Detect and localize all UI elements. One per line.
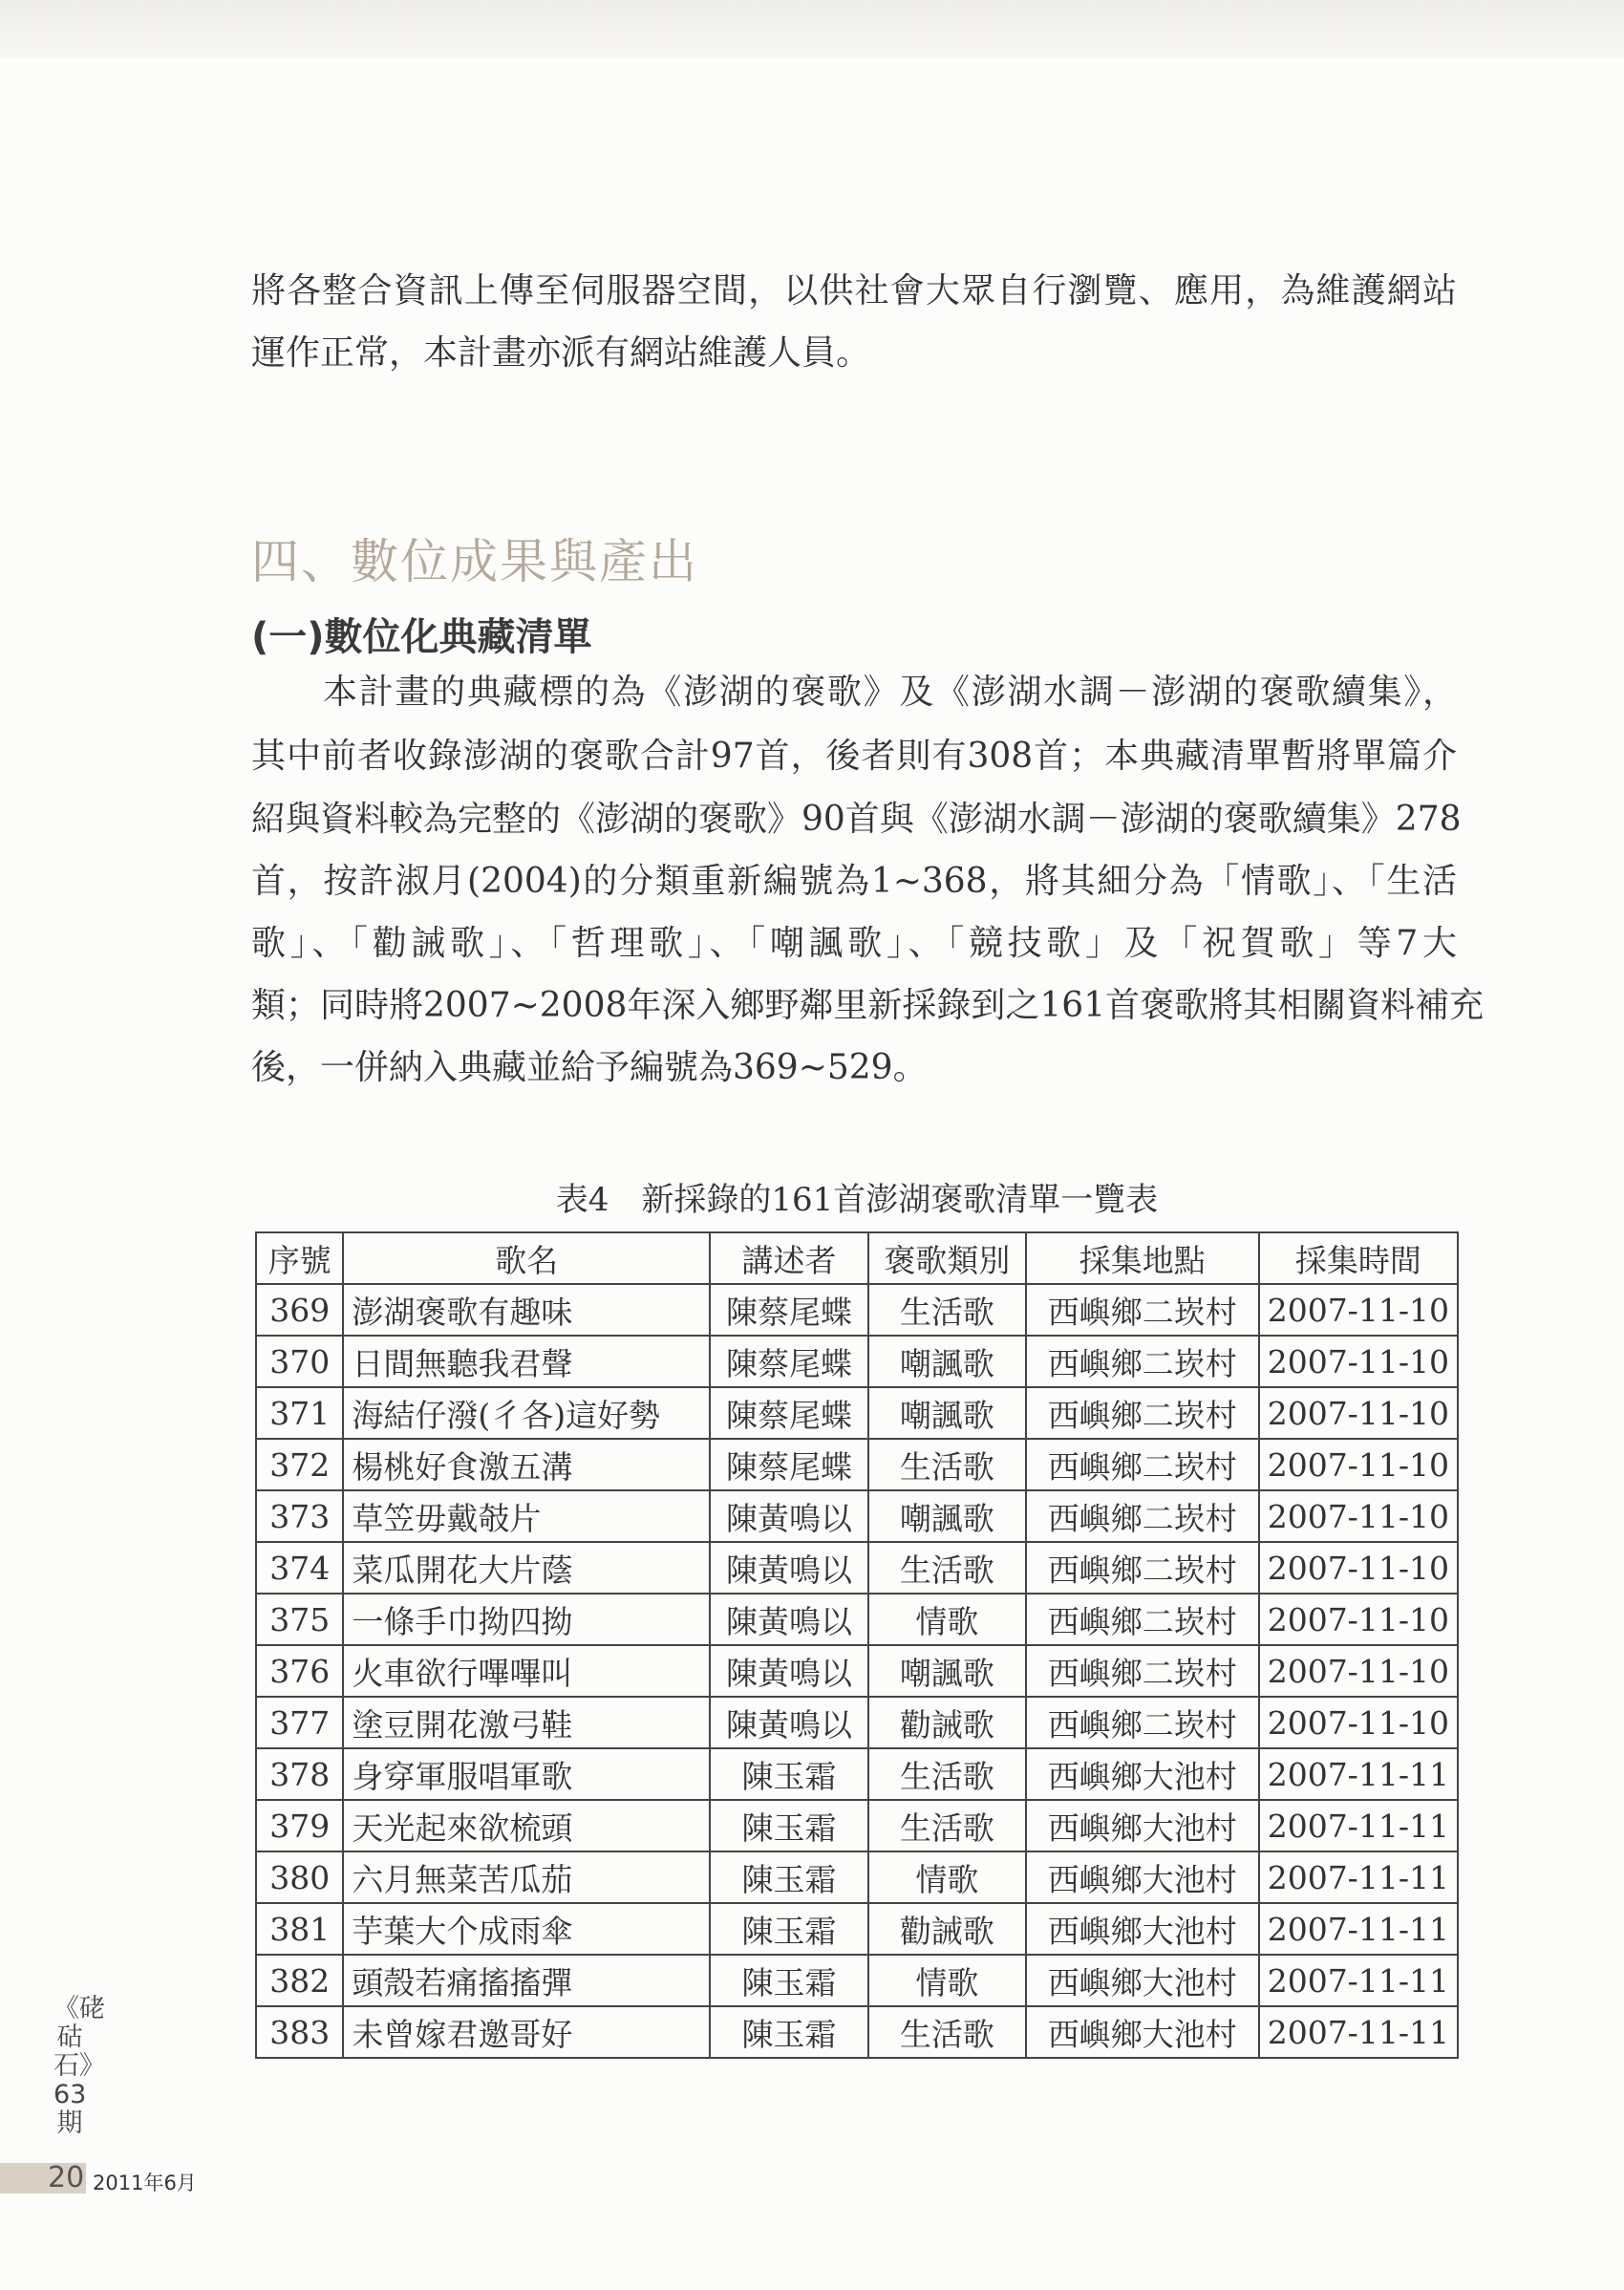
table-row — [256, 1851, 1458, 1903]
table-row — [256, 2006, 1458, 2058]
table-row — [256, 1697, 1458, 1748]
cell-narrator: 陳黃鳴以 — [710, 1542, 868, 1594]
cell-date: 2007-11-10 — [1259, 1284, 1458, 1336]
issue-date: 2011年6月 — [93, 2172, 197, 2194]
cell-number: 373 — [256, 1490, 343, 1542]
table-row — [256, 1439, 1458, 1490]
cell-song-name: 火車欲行嗶嗶叫 — [343, 1645, 710, 1697]
cell-number: 375 — [256, 1594, 343, 1645]
cell-date: 2007-11-11 — [1259, 1851, 1458, 1903]
cell-category: 情歌 — [868, 1851, 1026, 1903]
table-row — [256, 1387, 1458, 1439]
cell-number: 371 — [256, 1387, 343, 1439]
cell-date: 2007-11-10 — [1259, 1645, 1458, 1697]
table-row — [256, 1645, 1458, 1697]
cell-song-name: 楊桃好食激五溝 — [343, 1439, 710, 1490]
cell-date: 2007-11-11 — [1259, 1903, 1458, 1955]
cell-narrator: 陳黃鳴以 — [710, 1594, 868, 1645]
cell-song-name: 天光起來欲梳頭 — [343, 1800, 710, 1851]
cell-narrator: 陳玉霜 — [710, 1800, 868, 1851]
cell-location: 西嶼鄉二崁村 — [1026, 1336, 1259, 1387]
cell-category: 生活歌 — [868, 1748, 1026, 1800]
cell-category: 情歌 — [868, 1955, 1026, 2006]
table-row — [256, 1594, 1458, 1645]
cell-narrator: 陳黃鳴以 — [710, 1697, 868, 1748]
table-row — [256, 1903, 1458, 1955]
cell-song-name: 一條手巾拗四拗 — [343, 1594, 710, 1645]
text-line: 將各整合資訊上傳至伺服器空間，以供社會大眾自行瀏覽、應用，為維護網站 — [251, 271, 1457, 310]
table-row — [256, 1336, 1458, 1387]
cell-song-name: 身穿軍服唱軍歌 — [343, 1748, 710, 1800]
cell-location: 西嶼鄉二崁村 — [1026, 1645, 1259, 1697]
cell-number: 372 — [256, 1439, 343, 1490]
cell-number: 374 — [256, 1542, 343, 1594]
cell-category: 生活歌 — [868, 1439, 1026, 1490]
cell-date: 2007-11-10 — [1259, 1697, 1458, 1748]
cell-location: 西嶼鄉大池村 — [1026, 1955, 1259, 2006]
column-header: 歌名 — [343, 1232, 710, 1284]
cell-location: 西嶼鄉二崁村 — [1026, 1284, 1259, 1336]
cell-location: 西嶼鄉大池村 — [1026, 1903, 1259, 1955]
cell-song-name: 日間無聽我君聲 — [343, 1336, 710, 1387]
cell-song-name: 芋葉大个成雨傘 — [343, 1903, 710, 1955]
table-header-row — [256, 1232, 1458, 1284]
cell-date: 2007-11-11 — [1259, 1955, 1458, 2006]
cell-narrator: 陳玉霜 — [710, 2006, 868, 2058]
cell-location: 西嶼鄉二崁村 — [1026, 1439, 1259, 1490]
cell-location: 西嶼鄉大池村 — [1026, 2006, 1259, 2058]
cell-category: 嘲諷歌 — [868, 1645, 1026, 1697]
cell-narrator: 陳玉霜 — [710, 1748, 868, 1800]
cell-number: 382 — [256, 1955, 343, 2006]
cell-location: 西嶼鄉大池村 — [1026, 1800, 1259, 1851]
cell-category: 生活歌 — [868, 1542, 1026, 1594]
cell-location: 西嶼鄉大池村 — [1026, 1851, 1259, 1903]
cell-date: 2007-11-11 — [1259, 1748, 1458, 1800]
cell-narrator: 陳玉霜 — [710, 1955, 868, 2006]
text-line: 本計畫的典藏標的為《澎湖的褒歌》及《澎湖水調－澎湖的褒歌續集》， — [323, 673, 1457, 712]
cell-number: 369 — [256, 1284, 343, 1336]
scan-top-band — [0, 0, 1624, 57]
table-row — [256, 1490, 1458, 1542]
text-line: 後，一併納入典藏並給予編號為369~529。 — [251, 1048, 928, 1087]
column-header: 採集地點 — [1026, 1232, 1259, 1284]
cell-narrator: 陳蔡尾蝶 — [710, 1439, 868, 1490]
cell-category: 生活歌 — [868, 1800, 1026, 1851]
text-line: 運作正常，本計畫亦派有網站維護人員。 — [251, 333, 871, 373]
cell-narrator: 陳黃鳴以 — [710, 1490, 868, 1542]
cell-date: 2007-11-11 — [1259, 2006, 1458, 2058]
table-row — [256, 1748, 1458, 1800]
column-header: 褒歌類別 — [868, 1232, 1026, 1284]
cell-date: 2007-11-10 — [1259, 1387, 1458, 1439]
cell-category: 嘲諷歌 — [868, 1336, 1026, 1387]
cell-location: 西嶼鄉二崁村 — [1026, 1490, 1259, 1542]
cell-date: 2007-11-10 — [1259, 1594, 1458, 1645]
cell-song-name: 未曾嫁君邀哥好 — [343, 2006, 710, 2058]
cell-song-name: 菜瓜開花大片蔭 — [343, 1542, 710, 1594]
cell-number: 378 — [256, 1748, 343, 1800]
cell-location: 西嶼鄉二崁村 — [1026, 1594, 1259, 1645]
cell-narrator: 陳蔡尾蝶 — [710, 1387, 868, 1439]
cell-category: 情歌 — [868, 1594, 1026, 1645]
table-row — [256, 1284, 1458, 1336]
song-table — [255, 1231, 1459, 2059]
cell-number: 380 — [256, 1851, 343, 1903]
text-line: 其中前者收錄澎湖的褒歌合計97首，後者則有308首；本典藏清單暫將單篇介 — [251, 737, 1457, 776]
table-row — [256, 1800, 1458, 1851]
cell-song-name: 澎湖褒歌有趣味 — [343, 1284, 710, 1336]
cell-song-name: 六月無菜苦瓜茄 — [343, 1851, 710, 1903]
cell-number: 383 — [256, 2006, 343, 2058]
text-line: 紹與資料較為完整的《澎湖的褒歌》90首與《澎湖水調－澎湖的褒歌續集》278 — [251, 800, 1462, 839]
cell-number: 370 — [256, 1336, 343, 1387]
cell-date: 2007-11-10 — [1259, 1439, 1458, 1490]
cell-category: 嘲諷歌 — [868, 1387, 1026, 1439]
cell-category: 勸誡歌 — [868, 1903, 1026, 1955]
cell-number: 381 — [256, 1903, 343, 1955]
cell-narrator: 陳蔡尾蝶 — [710, 1336, 868, 1387]
cell-category: 勸誡歌 — [868, 1697, 1026, 1748]
cell-narrator: 陳蔡尾蝶 — [710, 1284, 868, 1336]
text-line: 歌」、「勸誡歌」、「哲理歌」、「嘲諷歌」、「競技歌」及「祝賀歌」等7大 — [251, 924, 1457, 963]
column-header: 講述者 — [710, 1232, 868, 1284]
cell-number: 377 — [256, 1697, 343, 1748]
cell-date: 2007-11-11 — [1259, 1800, 1458, 1851]
cell-narrator: 陳玉霜 — [710, 1903, 868, 1955]
cell-narrator: 陳黃鳴以 — [710, 1645, 868, 1697]
text-line: 類；同時將2007~2008年深入鄉野鄰里新採錄到之161首褒歌將其相關資料補充 — [251, 986, 1485, 1025]
cell-location: 西嶼鄉大池村 — [1026, 1748, 1259, 1800]
subsection-title: (一)數位化典藏清單 — [251, 615, 592, 659]
section-title: 四、數位成果與產出 — [251, 534, 698, 589]
cell-song-name: 海結仔潑(彳各)這好勢 — [343, 1387, 710, 1439]
cell-location: 西嶼鄉二崁村 — [1026, 1697, 1259, 1748]
column-header: 採集時間 — [1259, 1232, 1458, 1284]
table-row — [256, 1955, 1458, 2006]
cell-category: 生活歌 — [868, 1284, 1026, 1336]
publication-title: 《硓𥑮石》63期 — [53, 1994, 105, 2138]
page-number: 20 — [48, 2161, 85, 2194]
cell-category: 嘲諷歌 — [868, 1490, 1026, 1542]
cell-location: 西嶼鄉二崁村 — [1026, 1387, 1259, 1439]
text-line: 首，按許淑月(2004)的分類重新編號為1~368，將其細分為「情歌」、「生活 — [251, 862, 1457, 901]
table-caption: 表4 新採錄的161首澎湖褒歌清單一覽表 — [555, 1181, 1159, 1219]
cell-date: 2007-11-10 — [1259, 1490, 1458, 1542]
cell-song-name: 塗豆開花激弓鞋 — [343, 1697, 710, 1748]
cell-date: 2007-11-10 — [1259, 1542, 1458, 1594]
cell-number: 379 — [256, 1800, 343, 1851]
column-header: 序號 — [256, 1232, 343, 1284]
cell-location: 西嶼鄉二崁村 — [1026, 1542, 1259, 1594]
cell-date: 2007-11-10 — [1259, 1336, 1458, 1387]
cell-song-name: 草笠毋戴攲片 — [343, 1490, 710, 1542]
cell-narrator: 陳玉霜 — [710, 1851, 868, 1903]
cell-number: 376 — [256, 1645, 343, 1697]
cell-category: 生活歌 — [868, 2006, 1026, 2058]
cell-song-name: 頭殼若痛搐搐彈 — [343, 1955, 710, 2006]
table-row — [256, 1542, 1458, 1594]
